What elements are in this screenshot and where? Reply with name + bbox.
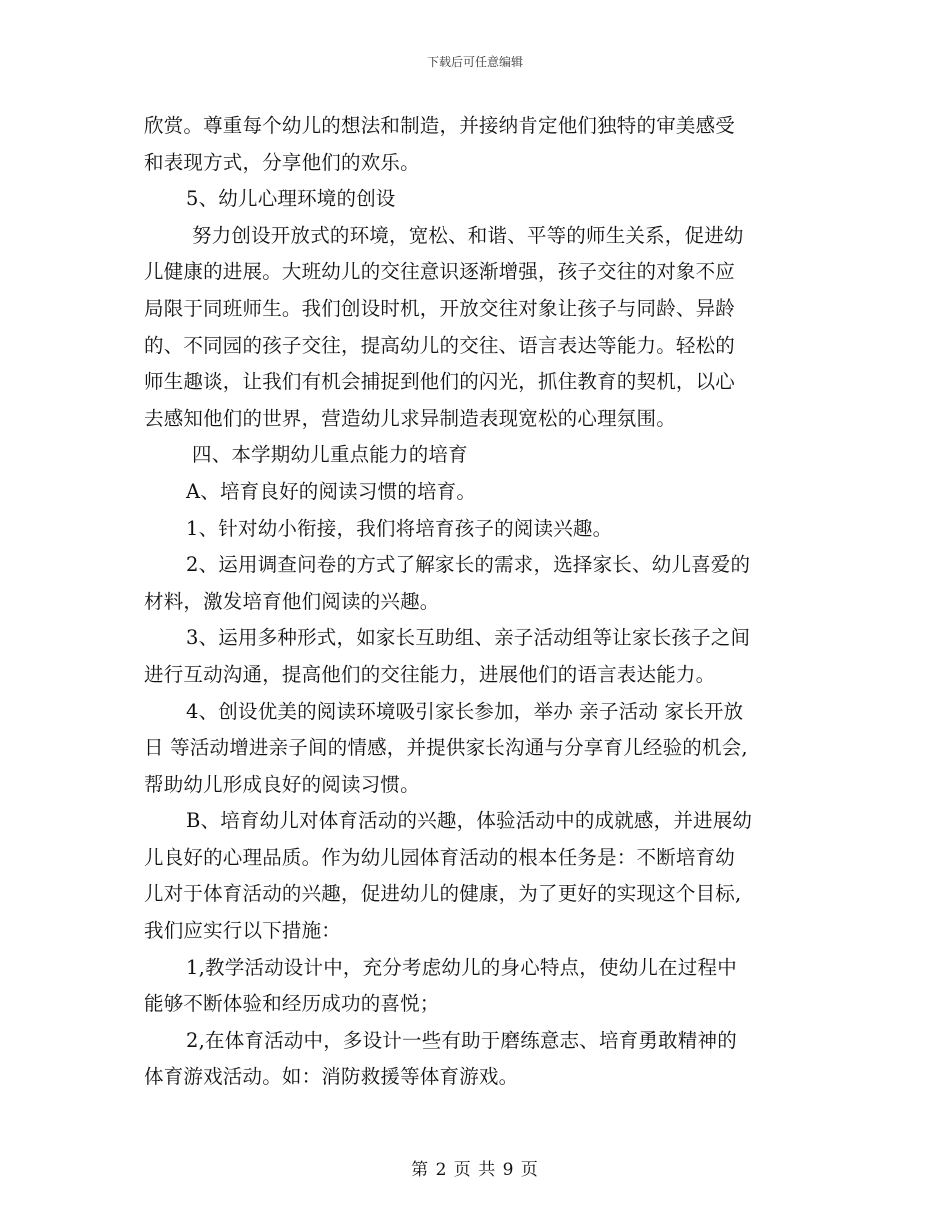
paragraph-line: 材料，激发培育他们阅读的兴趣。	[144, 589, 440, 613]
paragraph-line: 日 等活动增进亲子间的情感，并提供家长沟通与分享育儿经验的机会,	[144, 736, 748, 760]
list-item: 2、运用调查问卷的方式了解家长的需求，选择家长、幼儿喜爱的	[186, 553, 751, 577]
paragraph-line: 进行互动沟通，提高他们的交往能力，进展他们的语言表达能力。	[144, 662, 716, 686]
document-body	[144, 108, 824, 1096]
section-heading: 5、幼儿心理环境的创设	[186, 187, 396, 211]
list-item: 4、创设优美的阅读环境吸引家长参加，举办 亲子活动 家长开放	[186, 699, 744, 723]
paragraph-line: 去感知他们的世界，营造幼儿求异制造表现宽松的心理氛围。	[144, 406, 676, 430]
paragraph-line: 儿良好的心理品质。作为幼儿园体育活动的根本任务是：不断培育幼	[144, 845, 736, 869]
list-item: 1、针对幼小衔接，我们将培育孩子的阅读兴趣。	[186, 516, 613, 540]
paragraph-line: 欣赏。尊重每个幼儿的想法和制造，并接纳肯定他们独特的审美感受	[144, 114, 736, 137]
section-heading: 四、本学期幼儿重点能力的培育	[192, 443, 468, 467]
paragraph-line: 能够不断体验和经历成功的喜悦；	[144, 992, 440, 1016]
paragraph-line: 儿健康的进展。大班幼儿的交往意识逐渐增强，孩子交往的对象不应	[144, 260, 736, 284]
paragraph-line: 我们应实行以下措施：	[144, 919, 342, 943]
paragraph-line: 局限于同班师生。我们创设时机，开放交往对象让孩子与同龄、异龄	[144, 296, 736, 320]
paragraph-line: 师生趣谈，让我们有机会捕捉到他们的闪光，抓住教育的契机，以心	[144, 370, 736, 394]
list-item: 2,在体育活动中，多设计一些有助于磨练意志、培育勇敢精神的	[186, 1028, 737, 1052]
paragraph-line: 体育游戏活动。如：消防救援等体育游戏。	[144, 1065, 519, 1089]
paragraph-line: 努力创设开放式的环境，宽松、和谐、平等的师生关系，促进幼	[192, 223, 744, 247]
page-header: 下载后可任意编辑	[426, 55, 523, 69]
paragraph-line: 和表现方式，分享他们的欢乐。	[144, 150, 420, 174]
paragraph-line: 儿对于体育活动的兴趣，促进幼儿的健康，为了更好的实现这个目标,	[144, 882, 742, 906]
subsection-heading: B、培育幼儿对体育活动的兴趣，体验活动中的成就感，并进展幼	[186, 809, 753, 833]
subsection-heading: A、培育良好的阅读习惯的培育。	[186, 479, 477, 503]
list-item: 1,教学活动设计中，充分考虑幼儿的身心特点，使幼儿在过程中	[186, 955, 737, 979]
page-footer: 第 2 页 共 9 页	[411, 1160, 539, 1180]
paragraph-line: 帮助幼儿形成良好的阅读习惯。	[144, 772, 420, 796]
list-item: 3、运用多种形式，如家长互助组、亲子活动组等让家长孩子之间	[186, 626, 751, 650]
paragraph-line: 的、不同园的孩子交往，提高幼儿的交往、语言表达等能力。轻松的	[144, 333, 736, 357]
